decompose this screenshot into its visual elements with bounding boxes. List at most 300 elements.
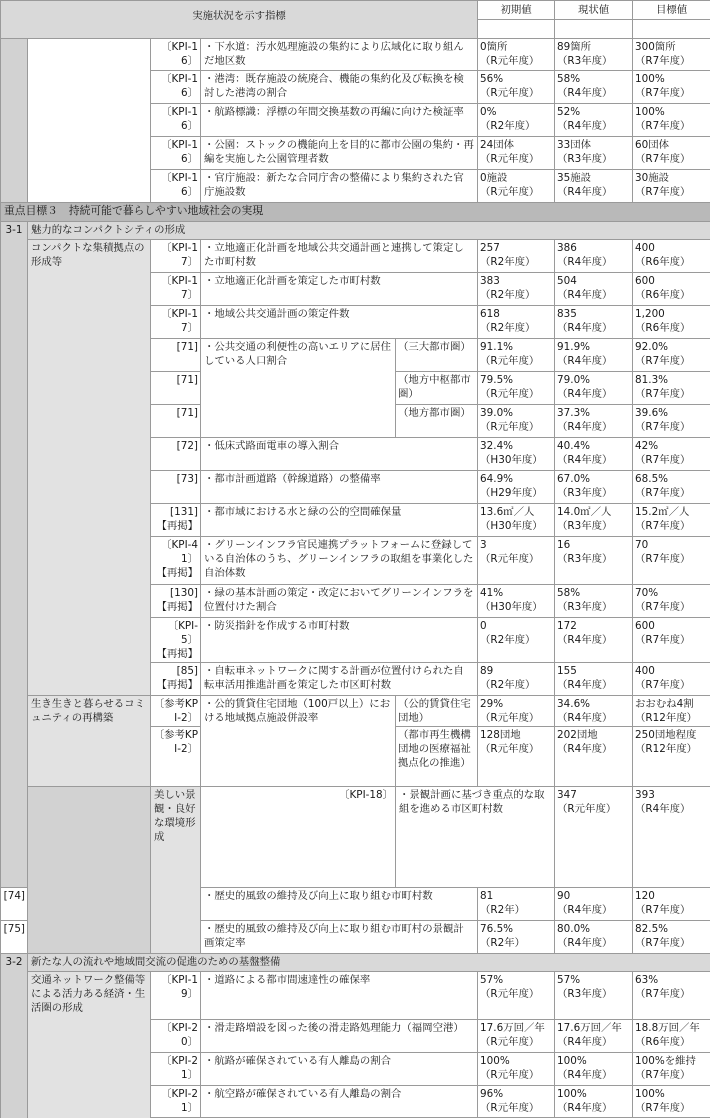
table-cell: ・公園：ストックの機能向上を目的に都市公園の集約・再編を実施した公園管理者数 [201,137,478,170]
table-cell [151,618,201,663]
table-cell: 100% [557,1088,587,1100]
table-cell [478,921,555,954]
section-number: 3-2 [1,954,28,972]
table-cell [633,273,710,306]
table-cell: （R2年） [480,937,525,949]
table-cell: 〔参考KPI-2〕 [151,727,201,787]
table-cell [633,787,710,888]
table-cell: 68.5% [635,473,668,485]
table-cell: ・自転車ネットワークに関する計画が位置付けられた自転車活用推進計画を策定した市区町村数 [201,663,478,696]
table-cell: 58% [557,587,580,599]
table-cell: 32.4% [480,440,513,452]
table-cell [555,71,633,104]
table-cell [478,71,555,104]
table-cell: （H30年度） [480,520,543,532]
table-cell: 3 [480,539,487,551]
table-cell [555,471,633,504]
table-cell [633,137,710,170]
table-cell [633,585,710,618]
table-cell: （H29年度） [480,487,543,499]
table-cell: （R4年度） [557,322,612,334]
table-cell: 42% [635,440,658,452]
table-cell: （R3年度） [557,520,612,532]
table-cell: 〔KPI-5〕 [168,620,198,646]
table-cell [478,372,555,405]
table-cell: （R元年度） [480,743,539,755]
table-cell: （R4年度） [557,904,612,916]
section-row [1,954,710,972]
table-cell [633,372,710,405]
table-cell: （R7年度） [635,454,690,466]
table-cell: [74] [1,888,28,921]
table-cell: [71] [151,372,201,405]
table-cell [151,537,201,585]
table-cell: ・立地適正化計画を地域公共交通計画と連携して策定した市町村数 [201,240,478,273]
table-cell: ・都市域における水と緑の公的空間確保量 [201,504,478,537]
table-cell [555,170,633,203]
section-number: 3-1 [1,222,28,240]
table-cell: （R7年度） [635,520,690,532]
table-cell: （R元年度） [557,803,616,815]
table-cell: （R7年度） [635,904,690,916]
table-cell: （R2年度） [480,120,535,132]
table-cell: 100% [635,1088,665,1100]
table-cell: 100%を維持 [635,1055,696,1067]
category-compact: コンパクトな集積拠点の形成等 [28,240,151,696]
table-cell [478,339,555,372]
table-cell: （R6年度） [635,256,690,268]
table-cell [555,39,633,71]
table-cell: 0% [480,106,496,118]
table-cell [478,273,555,306]
table-cell: （H30年度） [480,454,543,466]
table-cell: 70% [635,587,658,599]
table-cell: （R4年度） [557,186,612,198]
table-cell [555,405,633,438]
table-cell: ・歴史的風致の維持及び向上に取り組む市町村数 [201,888,478,921]
table-cell [478,972,555,1020]
table-cell: 400 [635,242,655,254]
table-cell: （R4年度） [557,289,612,301]
table-cell [478,663,555,696]
table-cell: 52% [557,106,580,118]
table-cell [633,1020,710,1053]
table-cell: （R7年度） [635,153,690,165]
table-cell: 90 [557,890,570,902]
table-cell: 100% [635,106,665,118]
table-cell: ・立地適正化計画を策定した市町村数 [201,273,478,306]
table-cell: 155 [557,665,577,677]
table-cell [633,663,710,696]
table-cell: （R2年度） [480,634,535,646]
table-cell: （R元年度） [480,1036,539,1048]
table-cell: [85] [177,665,198,677]
table-cell: 41% [480,587,503,599]
table-cell [633,104,710,137]
table-cell: 100% [635,73,665,85]
table-cell [633,339,710,372]
table-cell: （R6年度） [635,1036,690,1048]
table-cell [28,787,151,954]
table-cell [478,1086,555,1118]
table-cell: おおむね4割 [635,698,694,710]
table-cell [478,504,555,537]
table-cell: （R元年度） [480,87,539,99]
table-cell: （H30年度） [480,601,543,613]
table-cell: （R7年度） [635,988,690,1000]
table-cell: 〔KPI-16〕 [151,137,201,170]
table-cell: 56% [480,73,503,85]
table-cell: （R4年度） [557,355,612,367]
table-cell [478,438,555,471]
table-cell: 〔参考KPI-2〕 [151,696,201,727]
table-cell: 58% [557,73,580,85]
table-cell: 〔KPI-17〕 [151,273,201,306]
table-cell: 100% [557,1055,587,1067]
table-cell [1,972,28,1118]
table-cell: （R3年度） [557,553,612,565]
table-cell [555,1086,633,1118]
table-row [1,39,710,71]
category-transport: 交通ネットワーク整備等による活力ある経済・生活圏の形成 [28,972,151,1118]
table-cell: 13.6㎡／人 [480,506,534,518]
table-cell: 63% [635,974,658,986]
table-cell: 600 [635,275,655,287]
table-cell: （R7年度） [635,1069,690,1081]
table-cell [633,921,710,954]
table-cell [555,20,633,39]
header-current: 現状値 [555,1,633,20]
table-cell: 81 [480,890,493,902]
table-cell: （R2年度） [480,322,535,334]
table-cell: 172 [557,620,577,632]
table-cell: 〔KPI-41〕 [161,539,198,565]
table-cell: [72] [151,438,201,471]
table-cell [478,537,555,585]
table-cell: （R12年度） [635,712,697,724]
table-cell: ・グリーンインフラ官民連携プラットフォームに登録している自治体のうち、グリーンインフラの取組を事業化した自治体数 [201,537,478,585]
table-cell: ・航路標識：浮標の年間交換基数の再編に向けた検証率 [201,104,478,137]
table-cell: 89 [480,665,493,677]
table-cell [1,39,28,203]
table-cell: ・低床式路面電車の導入割合 [201,438,478,471]
table-cell: 1,200 [635,308,665,320]
table-cell: （R4年度） [557,679,612,691]
table-cell [555,696,633,727]
table-cell: （R7年度） [635,186,690,198]
table-cell: 82.5% [635,923,668,935]
table-cell: ・道路による都市間速達性の確保率 [201,972,478,1020]
table-cell: 120 [635,890,655,902]
table-cell: （R元年度） [480,421,539,433]
table-cell [151,585,201,618]
table-cell: 24団体 [480,139,514,151]
category-landscape: 美しい景観・良好な環境形成 [151,787,201,954]
table-cell [633,471,710,504]
table-row [1,787,710,888]
table-cell: 0 [480,620,487,632]
table-cell: 57% [480,974,503,986]
table-cell [633,438,710,471]
table-cell: 386 [557,242,577,254]
table-cell: （R3年度） [557,601,612,613]
table-cell [478,1020,555,1053]
table-cell: ・官庁施設：新たな合同庁舎の整備により集約された官庁施設数 [201,170,478,203]
table-cell: 79.5% [480,374,513,386]
pop-indicator: ・公共交通の利便性の高いエリアに居住している人口割合 [201,339,396,438]
table-cell: （R元年度） [480,1102,539,1114]
table-cell [633,1086,710,1118]
table-cell: （R6年度） [635,289,690,301]
table-cell [151,504,201,537]
table-cell: （R7年度） [635,601,690,613]
table-cell [633,71,710,104]
table-cell [555,1020,633,1053]
table-cell: （R4年度） [557,634,612,646]
table-cell: 〔KPI-16〕 [151,71,201,104]
table-cell: 383 [480,275,500,287]
table-cell [478,471,555,504]
table-cell: （R12年度） [635,743,697,755]
table-cell: （R3年度） [557,487,612,499]
table-cell: ・地域公共交通計画の策定件数 [201,306,478,339]
table-cell: （R4年度） [557,937,612,949]
table-row [1,240,710,273]
section-row [1,222,710,240]
table-cell: 〔KPI-20〕 [151,1020,201,1053]
table-cell: 835 [557,308,577,320]
table-cell: [71] [151,339,201,372]
table-cell: ・防災指針を作成する市町村数 [201,618,478,663]
table-cell: 14.0㎡／人 [557,506,611,518]
table-cell: （地方中枢都市圏） [396,372,478,405]
table-cell: （R7年度） [635,487,690,499]
table-cell: （R7年度） [635,87,690,99]
table-cell: 600 [635,620,655,632]
table-cell [478,104,555,137]
table-cell [555,306,633,339]
table-cell: 34.6% [557,698,590,710]
goal-row [1,203,710,222]
table-cell: 29% [480,698,503,710]
table-cell [633,240,710,273]
table-cell: （R3年度） [557,55,612,67]
table-cell: （R2年度） [480,256,535,268]
table-cell: ・歴史的風致の維持及び向上に取り組む市町村の景観計画策定率 [201,921,478,954]
table-cell [633,306,710,339]
table-cell: （R4年度） [557,87,612,99]
table-cell [555,727,633,787]
table-cell [555,438,633,471]
table-cell: 202団地 [557,729,598,741]
table-cell: （R元年度） [480,355,539,367]
header-indicator: 実施状況を示す指標 [1,1,478,39]
table-cell: 89箇所 [557,41,591,53]
table-cell: （R7年度） [635,388,690,400]
table-cell: （R4年度） [557,256,612,268]
table-cell: （R7年度） [635,553,690,565]
table-cell: （R4年度） [557,712,612,724]
table-cell: 257 [480,242,500,254]
table-cell [478,20,555,39]
table-cell: （R元年度） [480,988,539,1000]
table-cell: （R2年度） [480,679,535,691]
table-cell: 【再掲】 [156,679,198,691]
table-cell [28,39,151,203]
table-cell: 100% [480,1055,510,1067]
table-cell: 92.0% [635,341,668,353]
table-cell [555,618,633,663]
table-cell: 81.3% [635,374,668,386]
table-cell [555,663,633,696]
table-cell: （R4年度） [557,454,612,466]
table-cell [478,727,555,787]
table-cell [633,727,710,787]
table-cell: （R7年度） [635,421,690,433]
table-cell: （R4年度） [557,388,612,400]
table-cell: 〔KPI-21〕 [151,1086,201,1118]
table-cell: 【再掲】 [156,520,198,532]
table-cell: （R4年度） [557,1036,612,1048]
table-cell: 67.0% [557,473,590,485]
table-cell: [131] [170,506,198,518]
table-cell [555,104,633,137]
table-cell: 347 [557,789,577,801]
table-cell: （R元年度） [480,186,539,198]
table-cell: 30施設 [635,172,669,184]
table-cell: 〔KPI-17〕 [151,240,201,273]
table-cell: （公的賃貸住宅団地） [396,696,478,727]
table-cell: 【再掲】 [156,567,198,579]
table-cell: 60団体 [635,139,669,151]
table-cell [555,585,633,618]
table-cell [633,20,710,39]
table-cell [478,405,555,438]
table-cell: 76.5% [480,923,513,935]
table-cell: 〔KPI-17〕 [151,306,201,339]
category-community: 生き生きと暮らせるコミュニティの再構築 [28,696,151,787]
table-cell [555,504,633,537]
table-cell: 〔KPI-21〕 [151,1053,201,1086]
table-cell [151,663,201,696]
table-cell: （R元年度） [480,553,539,565]
table-cell [478,1053,555,1086]
table-cell: （R6年度） [635,322,690,334]
table-cell [478,39,555,71]
table-cell: 〔KPI-19〕 [151,972,201,1020]
table-cell [555,972,633,1020]
table-cell: 300箇所 [635,41,676,53]
table-cell [633,696,710,727]
table-cell: （R3年度） [557,153,612,165]
table-cell: 504 [557,275,577,287]
table-cell [555,537,633,585]
table-cell: （R4年度） [557,743,612,755]
table-cell: （三大都市圏） [396,339,478,372]
table-cell: 〔KPI-16〕 [151,104,201,137]
table-cell: 37.3% [557,407,590,419]
table-cell [633,537,710,585]
table-cell: [71] [151,405,201,438]
table-cell: 39.0% [480,407,513,419]
table-cell: 91.1% [480,341,513,353]
table-cell: （R元年度） [480,153,539,165]
header-initial: 初期値 [478,1,555,20]
table-cell [555,273,633,306]
table-cell: ・航空路が確保されている有人離島の割合 [201,1086,478,1118]
table-cell: 618 [480,308,500,320]
table-cell: 15.2㎡／人 [635,506,689,518]
table-cell: 57% [557,974,580,986]
table-cell [555,787,633,888]
table-cell: 393 [635,789,655,801]
table-cell: ・都市計画道路（幹線道路）の整備率 [201,471,478,504]
table-cell [555,921,633,954]
table-cell: （都市再生機構団地の医療福祉拠点化の推進） [396,727,478,787]
table-cell: 〔KPI-16〕 [151,39,201,71]
table-row [1,972,710,1020]
table-cell: 【再掲】 [156,601,198,613]
table-cell: （R7年度） [635,937,690,949]
table-row [1,696,710,727]
table-cell [633,405,710,438]
table-cell: 91.9% [557,341,590,353]
table-cell: （R元年度） [480,712,539,724]
table-cell: 17.6万回／年 [480,1022,545,1034]
table-cell: ・景観計画に基づき重点的な取組を進める市区町村数 [396,787,555,888]
table-cell [633,1053,710,1086]
table-cell: （R4年度） [557,120,612,132]
table-cell: 35施設 [557,172,591,184]
table-cell: 18.8万回／年 [635,1022,700,1034]
section-title: 魅力的なコンパクトシティの形成 [28,222,710,240]
table-cell: （R7年度） [635,1102,690,1114]
table-cell: （R7年度） [635,355,690,367]
table-cell: （地方都市圏） [396,405,478,438]
table-cell [478,888,555,921]
table-cell: 70 [635,539,648,551]
table-cell: 250団地程度 [635,729,696,741]
table-cell: 〔KPI-18〕 [201,787,396,888]
table-cell [555,1053,633,1086]
table-cell [555,372,633,405]
table-cell [633,504,710,537]
table-cell: 79.0% [557,374,590,386]
table-cell: （R7年度） [635,55,690,67]
table-cell: 80.0% [557,923,590,935]
table-cell: 400 [635,665,655,677]
table-cell: （R7年度） [635,679,690,691]
table-cell [555,888,633,921]
table-cell: （R3年度） [557,988,612,1000]
table-cell: （R元年度） [480,1069,539,1081]
table-cell: 96% [480,1088,503,1100]
table-cell [478,306,555,339]
table-cell [478,585,555,618]
table-cell [633,170,710,203]
table-cell [478,137,555,170]
table-cell [1,240,28,888]
table-cell: （R7年度） [635,634,690,646]
section-title: 新たな人の流れや地域間交流の促進のための基盤整備 [28,954,710,972]
table-cell: [75] [1,921,28,954]
table-cell: 【再掲】 [156,648,198,660]
table-cell: ・港湾：既存施設の統廃合、機能の集約化及び転換を検討した港湾の割合 [201,71,478,104]
table-cell: （R4年度） [557,1102,612,1114]
table-cell: ・緑の基本計画の策定・改定においてグリーンインフラを位置付けた割合 [201,585,478,618]
table-cell: [73] [151,471,201,504]
table-cell: （R2年度） [480,289,535,301]
